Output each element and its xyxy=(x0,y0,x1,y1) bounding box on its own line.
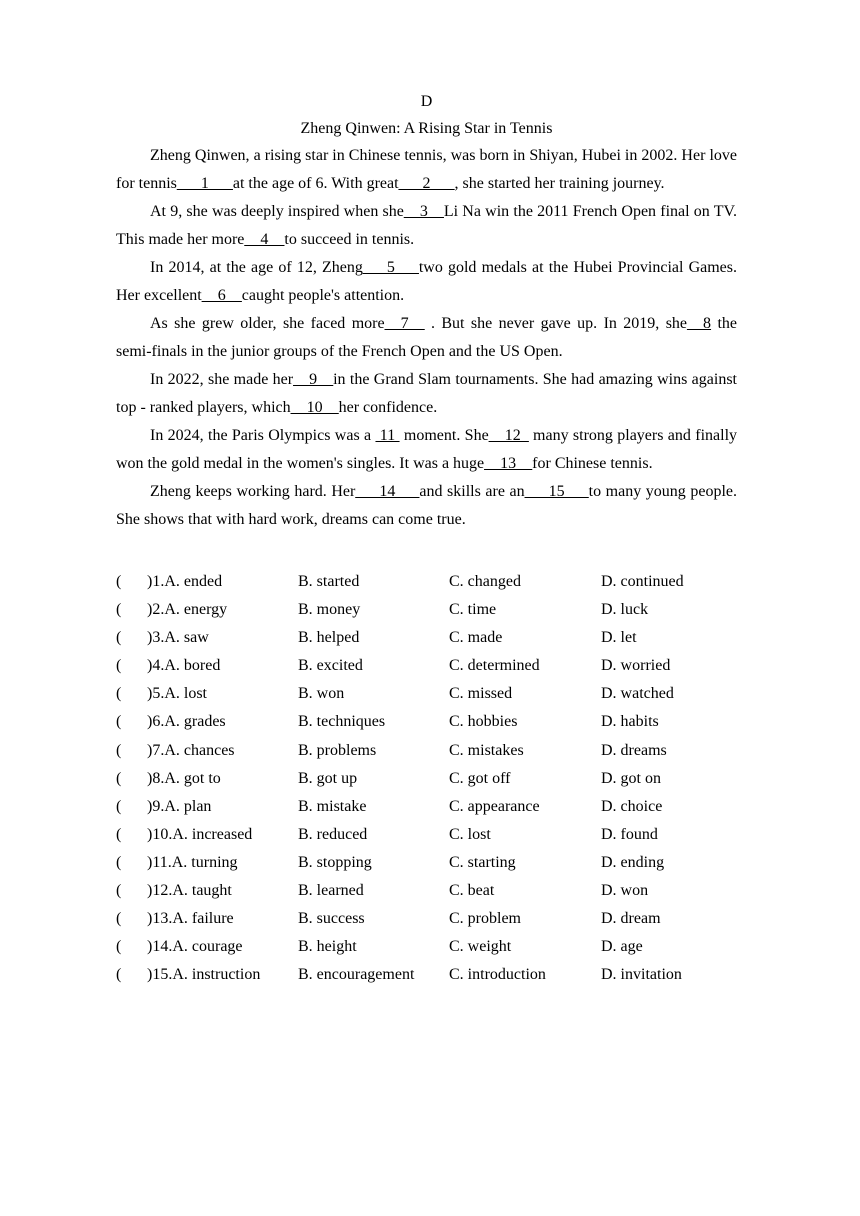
option-b: B. stopping xyxy=(298,853,372,871)
option-a: )13.A. failure xyxy=(147,910,234,928)
option-c: C. got off xyxy=(449,769,511,787)
passage-text: In 2024, the Paris Olympics was a xyxy=(150,427,376,444)
passage-text: At 9, she was deeply inspired when she xyxy=(150,203,404,220)
answer-blank[interactable]: ___14___ xyxy=(355,483,420,500)
option-d: D. worried xyxy=(601,657,671,675)
option-b: B. encouragement xyxy=(298,966,415,984)
option-a: )8.A. got to xyxy=(147,769,221,787)
option-a: )14.A. courage xyxy=(147,938,243,956)
answer-paren[interactable]: ( xyxy=(116,657,122,675)
answer-blank[interactable]: __12_ xyxy=(488,427,529,444)
option-b: B. helped xyxy=(298,629,360,647)
passage-title: Zheng Qinwen: A Rising Star in Tennis xyxy=(300,120,553,137)
answer-blank[interactable]: ___15___ xyxy=(524,483,589,500)
answer-blank[interactable]: ___2___ xyxy=(398,175,455,192)
option-b: B. started xyxy=(298,573,360,590)
passage-text: , she started her training journey. xyxy=(454,175,665,192)
option-b: B. got up xyxy=(298,769,358,787)
question-row xyxy=(116,877,737,905)
answer-blank[interactable]: __10__ xyxy=(290,399,339,416)
option-c: C. weight xyxy=(449,938,512,956)
passage-text: to succeed in tennis. xyxy=(284,231,415,248)
option-c: C. introduction xyxy=(449,966,546,984)
answer-paren[interactable]: ( xyxy=(116,601,122,619)
option-c: C. missed xyxy=(449,685,513,703)
option-a: )9.A. plan xyxy=(147,797,212,815)
passage-text: As she grew older, she faced more xyxy=(150,315,385,332)
question-row xyxy=(116,905,737,933)
option-c: C. hobbies xyxy=(449,713,518,731)
option-a: )15.A. instruction xyxy=(147,966,261,984)
option-d: D. continued xyxy=(601,573,684,590)
option-c: C. determined xyxy=(449,657,540,675)
answer-blank[interactable]: __3__ xyxy=(403,203,444,220)
answer-paren[interactable]: ( xyxy=(116,825,122,843)
option-a: )11.A. turning xyxy=(147,853,238,871)
answer-paren[interactable]: ( xyxy=(116,713,122,731)
option-d: D. dream xyxy=(601,910,661,928)
option-b: B. techniques xyxy=(298,713,386,731)
passage-text: caught people's attention. xyxy=(241,287,405,304)
question-row xyxy=(116,596,737,624)
option-d: D. age xyxy=(601,938,643,956)
answer-blank[interactable]: __9__ xyxy=(293,371,334,388)
question-row xyxy=(116,821,737,849)
option-a: )12.A. taught xyxy=(147,882,232,900)
passage-text: Li Na win the 2011 French Open final on TV. This made her more xyxy=(116,203,737,248)
option-c: C. problem xyxy=(449,910,521,928)
passage-text: at the age of 6. With great xyxy=(232,175,399,192)
passage-text: Zheng keeps working hard. Her xyxy=(150,483,356,500)
option-b: B. problems xyxy=(298,741,377,759)
question-list xyxy=(116,568,737,989)
option-b: B. height xyxy=(298,938,357,956)
question-row xyxy=(116,680,737,708)
question-row xyxy=(116,793,737,821)
option-c: C. appearance xyxy=(449,797,540,815)
option-b: B. money xyxy=(298,601,361,619)
option-b: B. success xyxy=(298,910,365,928)
option-d: D. invitation xyxy=(601,966,682,984)
question-row xyxy=(116,708,737,736)
passage-text: . But she never gave up. In 2019, she xyxy=(424,315,688,332)
answer-paren[interactable]: ( xyxy=(116,910,122,928)
option-c: C. time xyxy=(449,601,497,619)
passage-text: In 2022, she made her xyxy=(150,371,294,388)
option-b: B. learned xyxy=(298,882,364,900)
passage-text: and skills are an xyxy=(419,483,525,500)
answer-blank[interactable]: __8 xyxy=(687,315,712,332)
option-a: )3.A. saw xyxy=(147,629,209,647)
passage-text: Zheng Qinwen, a rising star in Chinese tennis, was born in Shiyan, Hubei in 2002. Her love for tennis xyxy=(116,147,737,192)
answer-paren[interactable]: ( xyxy=(116,629,122,647)
question-row xyxy=(116,737,737,765)
option-a: )1.A. ended xyxy=(147,573,223,590)
option-c: C. lost xyxy=(449,825,491,843)
option-b: B. won xyxy=(298,685,345,703)
answer-paren[interactable]: ( xyxy=(116,741,122,759)
question-row xyxy=(116,765,737,793)
passage-text: for Chinese tennis. xyxy=(532,455,653,472)
answer-blank[interactable]: ___1___ xyxy=(176,175,233,192)
passage-paragraph xyxy=(116,478,737,534)
option-d: D. won xyxy=(601,882,649,900)
passage-text: to many young people. She shows that with hard work, dreams can come true. xyxy=(116,483,737,528)
option-d: D. found xyxy=(601,825,658,843)
option-d: D. ending xyxy=(601,853,665,871)
passage-text: two gold medals at the Hubei Provincial Games. Her excellent xyxy=(116,259,738,304)
answer-paren[interactable]: ( xyxy=(116,966,122,984)
answer-paren[interactable]: ( xyxy=(116,853,122,871)
passage-paragraph xyxy=(116,366,737,422)
option-d: D. watched xyxy=(601,685,674,703)
option-b: B. excited xyxy=(298,657,363,675)
option-a: )10.A. increased xyxy=(147,825,253,843)
question-row xyxy=(116,624,737,652)
option-d: D. let xyxy=(601,629,637,647)
question-row xyxy=(116,933,737,961)
passage-text: moment. She xyxy=(399,427,489,444)
passage-body xyxy=(116,142,737,534)
answer-blank[interactable]: __13__ xyxy=(484,455,533,472)
option-c: C. beat xyxy=(449,882,495,900)
option-c: C. changed xyxy=(449,573,521,590)
section-letter: D xyxy=(420,93,433,110)
option-a: )6.A. grades xyxy=(147,713,226,731)
question-row xyxy=(116,961,737,989)
option-d: D. choice xyxy=(601,797,663,815)
passage-paragraph xyxy=(116,254,737,310)
document-page xyxy=(116,88,737,989)
passage-paragraph xyxy=(116,422,737,478)
answer-paren[interactable]: ( xyxy=(116,797,122,815)
option-a: )5.A. lost xyxy=(147,685,207,703)
question-row xyxy=(116,652,737,680)
answer-paren[interactable]: ( xyxy=(116,882,122,900)
answer-blank[interactable]: ___5___ xyxy=(362,259,419,276)
option-d: D. dreams xyxy=(601,741,667,759)
option-b: B. reduced xyxy=(298,825,368,843)
option-d: D. luck xyxy=(601,601,649,619)
passage-text: In 2014, at the age of 12, Zheng xyxy=(150,259,363,276)
passage-paragraph xyxy=(116,310,737,366)
passage-text: in the Grand Slam tournaments. She had amazing wins against top - ranked players, which xyxy=(116,371,737,416)
answer-paren[interactable]: ( xyxy=(116,938,122,956)
passage-paragraph xyxy=(116,142,737,198)
option-d: D. habits xyxy=(601,713,659,731)
option-a: )2.A. energy xyxy=(147,601,228,619)
option-a: )7.A. chances xyxy=(147,741,235,759)
answer-blank[interactable]: __7__ xyxy=(384,315,425,332)
question-row xyxy=(116,849,737,877)
passage-text: her confidence. xyxy=(338,399,438,416)
passage-text: many strong players and finally won the gold medal in the women's singles. It was a huge xyxy=(116,427,738,472)
answer-paren[interactable]: ( xyxy=(116,769,122,787)
option-b: B. mistake xyxy=(298,797,367,815)
option-d: D. got on xyxy=(601,769,661,787)
answer-blank[interactable]: __4__ xyxy=(244,231,285,248)
answer-paren[interactable]: ( xyxy=(116,573,122,590)
passage-text: the semi-finals in the junior groups of the French Open and the US Open. xyxy=(116,315,737,360)
answer-paren[interactable]: ( xyxy=(116,685,122,703)
option-c: C. mistakes xyxy=(449,741,524,759)
answer-blank[interactable]: __6__ xyxy=(201,287,242,304)
option-c: C. made xyxy=(449,629,503,647)
question-row xyxy=(116,568,737,596)
passage-paragraph xyxy=(116,198,737,254)
answer-blank[interactable]: 11 xyxy=(375,427,400,444)
option-c: C. starting xyxy=(449,853,516,871)
option-a: )4.A. bored xyxy=(147,657,221,675)
